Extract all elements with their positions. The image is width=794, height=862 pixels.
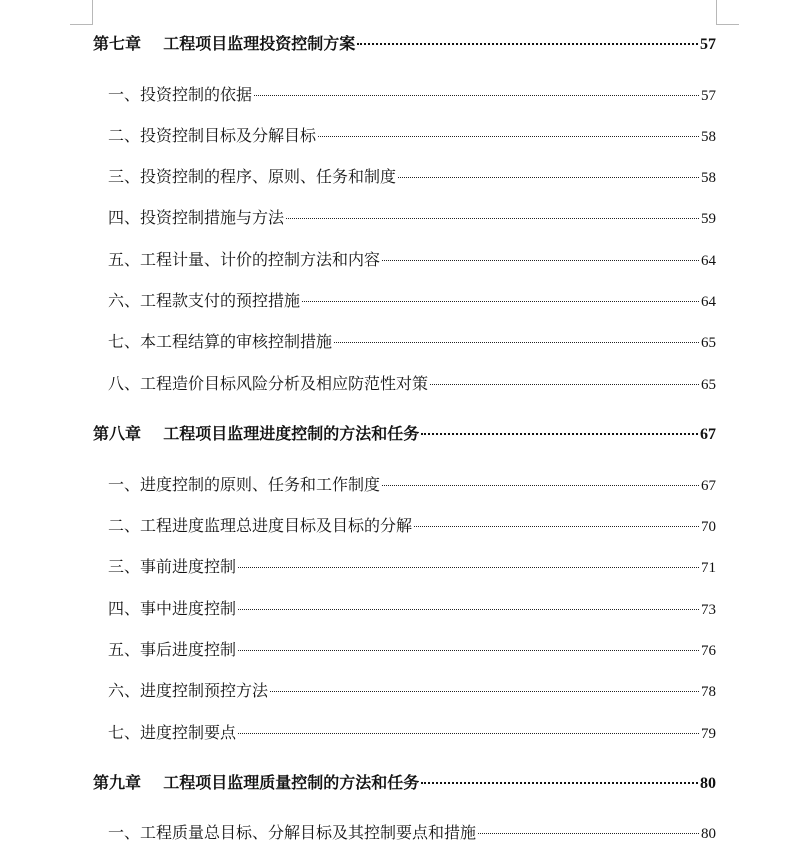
toc-page-number: 67 [701,478,716,494]
toc-title: 六、工程款支付的预控措施 [108,291,301,310]
toc-entry[interactable] [93,514,716,538]
toc-entry[interactable] [93,597,716,621]
toc-title: 一、进度控制的原则、任务和工作制度 [108,475,381,494]
toc-title: 三、投资控制的程序、原则、任务和制度 [108,167,397,186]
toc-page-number: 65 [701,335,716,351]
dot-leader [382,485,699,486]
dot-leader [414,526,699,527]
toc-page-number: 73 [701,602,716,618]
toc-title: 二、投资控制目标及分解目标 [108,126,317,145]
toc-entry[interactable] [93,83,716,107]
toc-page-number: 78 [701,684,716,700]
toc-title: 三、事前进度控制 [108,557,237,576]
toc-entry[interactable] [93,473,716,497]
toc-title: 七、本工程结算的审核控制措施 [108,332,333,351]
page-margin-mark-left [70,0,93,25]
toc-page-number: 67 [700,426,716,443]
toc-title: 第七章 工程项目监理投资控制方案 [93,34,356,53]
toc-entry[interactable] [93,248,716,272]
toc-title: 八、工程造价目标风险分析及相应防范性对策 [108,374,429,393]
dot-leader [286,218,699,219]
toc-entry[interactable] [93,206,716,230]
dot-leader [302,301,699,302]
dot-leader [238,609,699,610]
toc-page-number: 58 [701,129,716,145]
toc-title: 四、投资控制措施与方法 [108,208,285,227]
toc-entry[interactable] [93,638,716,662]
page-margin-mark-right [716,0,739,25]
toc-entry[interactable] [93,165,716,189]
toc-chapter-9[interactable] [93,771,716,795]
toc-title: 五、工程计量、计价的控制方法和内容 [108,250,381,269]
toc-title: 七、进度控制要点 [108,723,237,742]
dot-leader [357,43,698,45]
toc-page-number: 80 [701,826,716,842]
toc-entry[interactable] [93,289,716,313]
toc-page-number: 64 [701,253,716,269]
toc-title: 一、投资控制的依据 [108,85,253,104]
toc-entry[interactable] [93,821,716,845]
toc-page-number: 64 [701,294,716,310]
toc-title: 第九章 工程项目监理质量控制的方法和任务 [93,773,420,792]
dot-leader [334,342,699,343]
toc-page-number: 58 [701,170,716,186]
dot-leader [421,433,698,435]
toc-title: 一、工程质量总目标、分解目标及其控制要点和措施 [108,823,477,842]
toc-page-number: 79 [701,726,716,742]
toc-page-number: 71 [701,560,716,576]
toc-title: 五、事后进度控制 [108,640,237,659]
dot-leader [421,782,698,784]
dot-leader [382,260,699,261]
dot-leader [478,833,699,834]
toc-entry[interactable] [93,372,716,396]
toc-page-number: 57 [700,36,716,53]
dot-leader [270,691,699,692]
toc-page-number: 65 [701,377,716,393]
toc-title: 六、进度控制预控方法 [108,681,269,700]
toc-page-number: 70 [701,519,716,535]
toc-title: 二、工程进度监理总进度目标及目标的分解 [108,516,413,535]
toc-title: 第八章 工程项目监理进度控制的方法和任务 [93,424,420,443]
toc-entry[interactable] [93,330,716,354]
toc-page-number: 80 [700,775,716,792]
toc-entry[interactable] [93,721,716,745]
toc-entry[interactable] [93,679,716,703]
toc-entry[interactable] [93,124,716,148]
toc-page-number: 57 [701,88,716,104]
dot-leader [238,650,699,651]
dot-leader [238,733,699,734]
dot-leader [430,384,699,385]
toc-chapter-7[interactable] [93,32,716,56]
dot-leader [254,95,699,96]
toc-entry[interactable] [93,555,716,579]
dot-leader [318,136,699,137]
dot-leader [398,177,699,178]
toc-page-number: 59 [701,211,716,227]
toc-title: 四、事中进度控制 [108,599,237,618]
toc-page-number: 76 [701,643,716,659]
dot-leader [238,567,699,568]
toc-chapter-8[interactable] [93,422,716,446]
